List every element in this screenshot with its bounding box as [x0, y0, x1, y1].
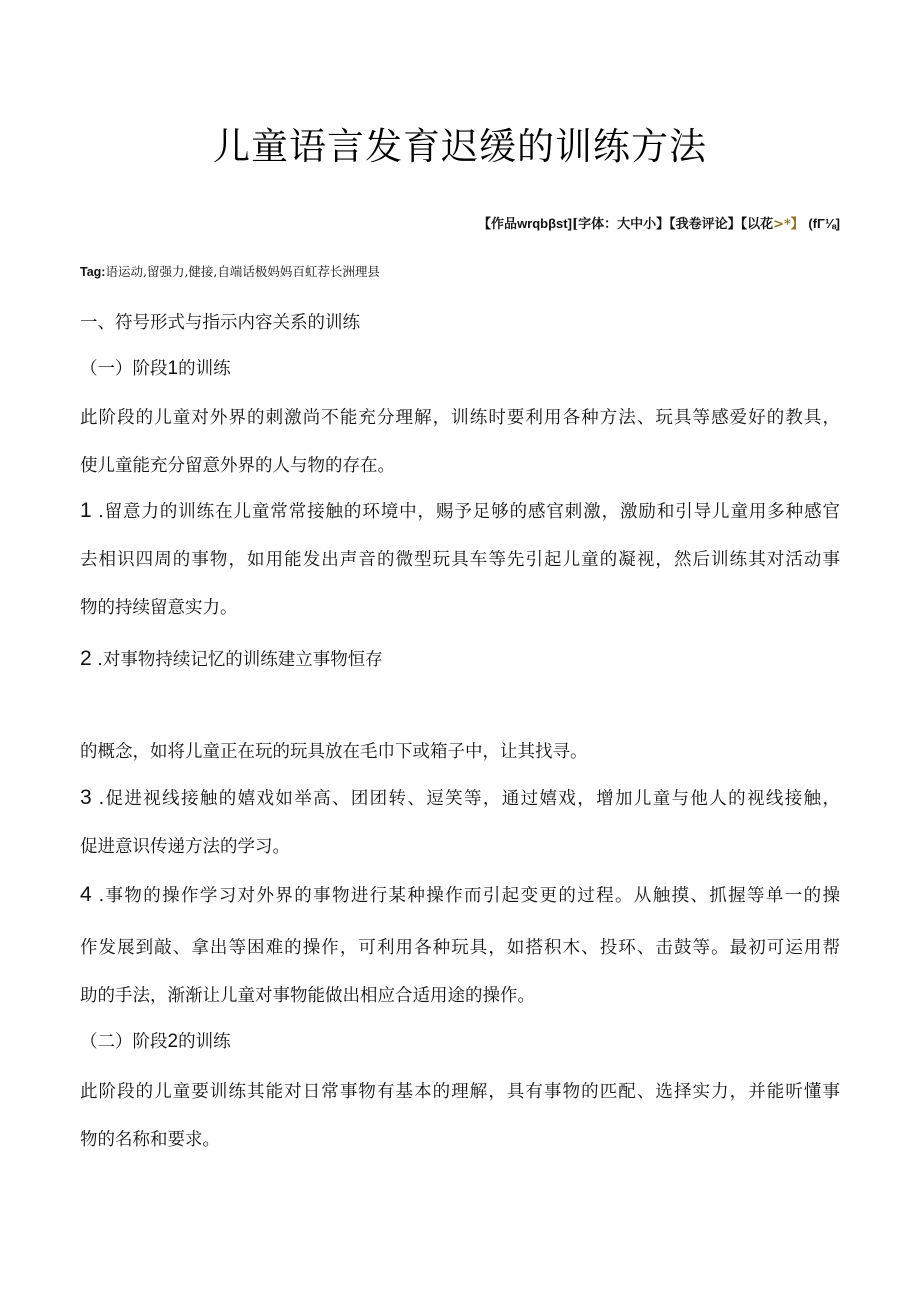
meta-part1: 【作品	[478, 217, 518, 232]
section-heading-1: 一、符号形式与指示内容关系的训练	[80, 313, 360, 333]
stage-1-paragraph-line-1: 此阶段的儿童对外界的刺激尚不能充分理解，训练时要利用各种方法、玩具等感爱好的教具，	[80, 408, 840, 428]
meta-font-size-and-comments[interactable]: [字体：大中小】【我卷评论】【以花	[571, 217, 774, 232]
item-2-text: .对事物持续记忆的训练建立事物恒存	[91, 650, 383, 670]
stage-1-pre: （一）阶段	[80, 359, 168, 379]
stage-2-paragraph-line-2: 物的名称和要求。	[80, 1130, 220, 1150]
item-4-line-3: 助的手法，渐渐让儿童对事物能做出相应合适用途的操作。	[80, 986, 535, 1006]
item-4-line-2: 作发展到敲、拿出等困难的操作，可利用各种玩具，如搭积木、投环、击鼓等。最初可运用帮	[80, 938, 840, 958]
item-3-line-1	[80, 785, 840, 810]
meta-part3: (fΓ⅛]	[808, 216, 840, 231]
stage-2-paragraph-line-1: 此阶段的儿童要训练其能对日常事物有基本的理解，具有事物的匹配、选择实力，并能听懂事	[80, 1082, 840, 1102]
stage-1-paragraph-line-2: 使儿童能充分留意外界的人与物的存在。	[80, 456, 395, 476]
item-2-number: 2	[80, 647, 92, 670]
stage-2-pre: （二）阶段	[80, 1032, 168, 1052]
item-1-number: 1	[80, 499, 92, 522]
item-4-text: .事物的操作学习对外界的事物进行某种操作而引起变更的过程。从触摸、抓握等单一的操	[91, 886, 840, 906]
tag-list: 语运动,留强力,健接,自端话极妈妈百虹荐长洲理县	[105, 264, 380, 279]
stage-2-post: 的训练	[178, 1032, 231, 1052]
item-2-line-1	[80, 646, 383, 671]
tag-label: Tag:	[80, 265, 106, 279]
item-3-number: 3	[80, 786, 92, 809]
article-meta-bar	[478, 213, 840, 232]
document-title: 儿童语言发育迟缓的训练方法	[213, 125, 707, 168]
stage-1-number: 1	[167, 358, 179, 379]
item-3-text: .促进视线接触的嬉戏如举高、团团转、逗笑等，通过嬉戏，增加儿童与他人的视线接触，	[91, 789, 840, 809]
item-2-line-2: 的概念，如将儿童正在玩的玩具放在毛巾下或箱子中，让其找寻。	[80, 742, 588, 762]
meta-code: wrqbβst]	[517, 216, 572, 231]
item-1-line-1	[80, 498, 840, 523]
stage-2-number: 2	[167, 1031, 179, 1052]
item-4-number: 4	[80, 883, 92, 906]
item-1-line-2: 去相识四周的事物，如用能发出声音的微型玩具车等先引起儿童的凝视，然后训练其对活动事	[80, 550, 840, 570]
tag-line	[80, 262, 380, 280]
item-3-line-2: 促进意识传递方法的学习。	[80, 837, 290, 857]
item-4-line-1	[80, 882, 840, 907]
stage-1-post: 的训练	[178, 359, 231, 379]
item-1-line-3: 物的持续留意实力。	[80, 598, 238, 618]
item-1-text: .留意力的训练在儿童常常接触的环境中，赐予足够的感官刺激，激励和引导儿童用多种感官	[91, 502, 840, 522]
stage-1-heading	[80, 355, 231, 380]
meta-accent: >*】	[773, 217, 804, 232]
stage-2-heading	[80, 1028, 231, 1053]
